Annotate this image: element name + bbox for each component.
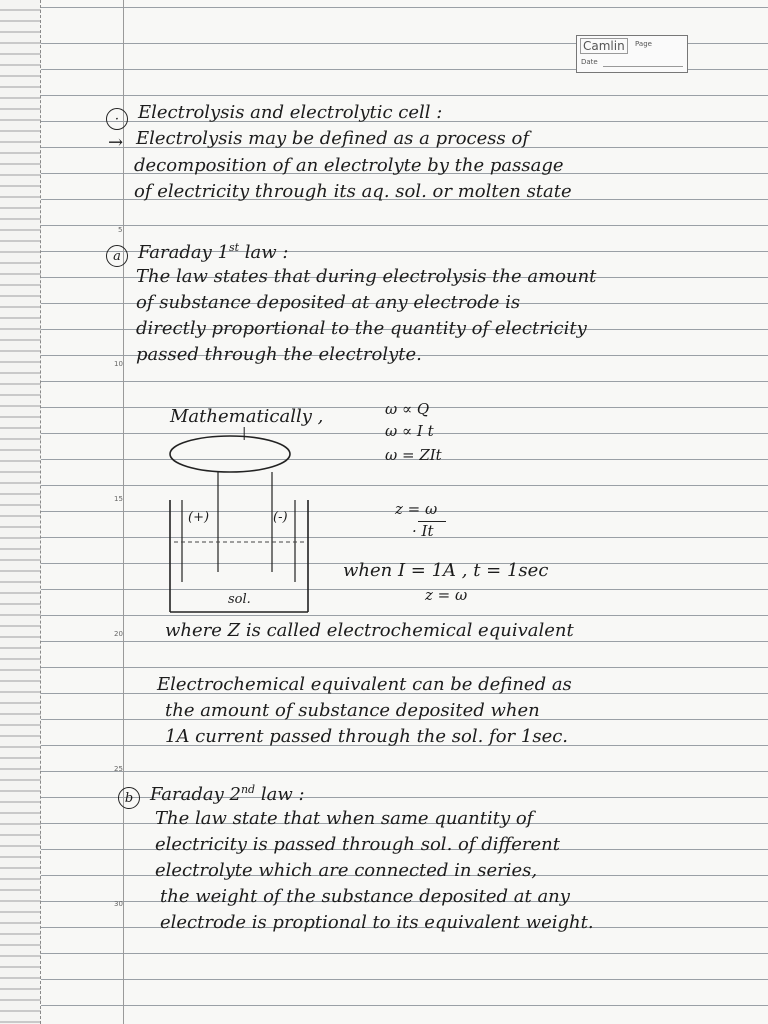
text-line: decomposition of an electrolyte by the passage bbox=[134, 155, 564, 176]
text-line: electrode is proptional to its equivalent weight. bbox=[160, 912, 594, 933]
text-line: the amount of substance deposited when bbox=[165, 700, 540, 721]
margin-number: 25 bbox=[114, 765, 123, 773]
date-label: Date bbox=[581, 58, 598, 66]
text-line: 1A current passed through the sol. for 1sec. bbox=[165, 726, 569, 747]
brand-logo: Camlin bbox=[580, 38, 628, 54]
text-line: Electrochemical equivalent can be defined as bbox=[157, 674, 572, 695]
spiral-binding-edge bbox=[0, 0, 41, 1024]
date-rule bbox=[603, 66, 683, 67]
text-line: Electrolysis may be defined as a process of bbox=[136, 128, 529, 149]
equation: ω ∝ Q bbox=[385, 400, 430, 418]
equation: · It bbox=[412, 522, 434, 540]
section-heading: Electrolysis and electrolytic cell : bbox=[138, 102, 443, 123]
section-marker: b bbox=[118, 787, 140, 809]
margin-number: 20 bbox=[114, 630, 123, 638]
equation: z = ω bbox=[395, 500, 438, 518]
bullet-marker: · bbox=[106, 108, 128, 130]
section-marker: a bbox=[106, 245, 128, 267]
cell-sketch bbox=[150, 432, 330, 617]
margin-line bbox=[123, 0, 124, 1024]
math-label: Mathematically , bbox=[170, 406, 324, 427]
arrow-icon: → bbox=[108, 132, 124, 153]
cathode-label: (-) bbox=[273, 510, 288, 525]
anode-label: (+) bbox=[188, 510, 210, 525]
margin-number: 30 bbox=[114, 900, 123, 908]
margin-number: 10 bbox=[114, 360, 123, 368]
equation: z = ω bbox=[425, 586, 468, 604]
text-line: the weight of the substance deposited at any bbox=[160, 886, 570, 907]
brand-header-box bbox=[576, 35, 688, 73]
text-line: electrolyte which are connected in series, bbox=[155, 860, 538, 881]
equation: ω ∝ I t bbox=[385, 422, 434, 440]
definition-line: where Z is called electrochemical equivalent bbox=[165, 620, 574, 641]
text-line: of substance deposited at any electrode is bbox=[136, 292, 521, 313]
text-line: of electricity through its aq. sol. or molten state bbox=[134, 181, 572, 202]
battery-symbol: | bbox=[242, 426, 247, 441]
solution-label: sol. bbox=[228, 592, 251, 607]
text-line: The law states that during electrolysis the amount bbox=[136, 266, 597, 287]
text-line: passed through the electrolyte. bbox=[136, 344, 422, 365]
page-label: Page bbox=[635, 40, 652, 48]
condition-line: when I = 1A , t = 1sec bbox=[343, 560, 549, 581]
text-line: electricity is passed through sol. of different bbox=[155, 834, 560, 855]
text-line: The law state that when same quantity of bbox=[155, 808, 534, 829]
text-line: directly proportional to the quantity of electricity bbox=[136, 318, 587, 339]
section-heading: Faraday 2nd law : bbox=[150, 783, 305, 805]
equation: ω = ZIt bbox=[385, 446, 442, 464]
margin-number: 15 bbox=[114, 495, 123, 503]
electrolytic-cell-diagram bbox=[150, 426, 330, 617]
margin-number: 5 bbox=[118, 226, 123, 234]
section-heading: Faraday 1st law : bbox=[138, 241, 289, 263]
